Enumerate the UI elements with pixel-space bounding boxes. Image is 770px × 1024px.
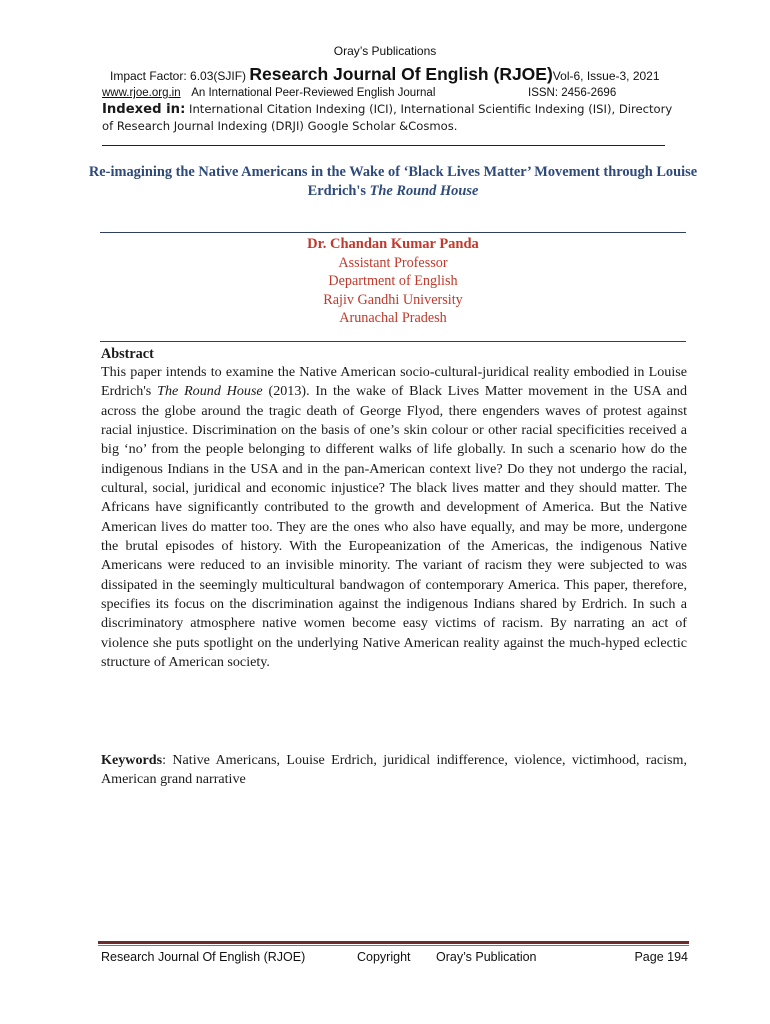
footer-copyright: Copyright <box>357 950 411 964</box>
journal-title: Research Journal Of English (RJOE) <box>249 64 553 84</box>
author-block <box>100 235 686 328</box>
title-book-name: The Round House <box>369 183 479 199</box>
journal-masthead <box>110 64 660 85</box>
indexing-info <box>102 101 682 135</box>
abstract-text-start: This paper intends to examine the Native American socio-cultural-juridical reality embodied in Louise Erdrich's <box>101 364 687 400</box>
footer-divider-thin <box>98 945 689 946</box>
keywords-label: Keywords <box>101 752 163 768</box>
author-location: Arunachal Pradesh <box>339 310 447 327</box>
website-link[interactable]: www.rjoe.org.in <box>102 87 181 99</box>
journal-info-line <box>102 87 662 99</box>
author-position: Assistant Professor <box>338 255 448 271</box>
author-university: Rajiv Gandhi University <box>323 291 463 308</box>
footer-journal: Research Journal Of English (RJOE) <box>101 950 306 964</box>
publisher-name: Oray’s Publications <box>333 44 437 58</box>
page-number: Page 194 <box>634 950 688 964</box>
keywords-text: : Native Americans, Louise Erdrich, juridical indifference, violence, victimhood, racism, American grand narrative <box>101 752 687 788</box>
indexed-label: Indexed in: <box>102 102 186 117</box>
author-name: Dr. Chandan Kumar Panda <box>307 236 479 252</box>
author-top-divider <box>100 232 686 233</box>
author-bottom-divider <box>100 341 686 342</box>
author-department: Department of English <box>328 273 458 290</box>
footer-divider-thick <box>98 941 689 944</box>
footer-publisher: Oray’s Publication <box>436 950 537 964</box>
header-divider <box>102 145 665 146</box>
journal-description: An International Peer-Reviewed English Journal <box>191 87 436 99</box>
abstract-text-rest: (2013). In the wake of Black Lives Matter movement in the USA and across the globe around the tragic death of George Flyod, there engenders waves of protest against racial injustice. Discrimination on the basis of one’s skin colour or other racial specificities received a big ‘no’ from the people belonging to different walks of life globally. In such a scenario how do the indigenous Indians in the USA and in the pan-American context live? Do they not undergo the racial, cultural, social, juridical and economic injustice? The black lives matter and they should matter. The Africans have significantly contributed to the growth and development of America. But the Native American lives do matter too. They are the ones who also have equally, and may be more, undergone the brutal episodes of history. With the Europeanization of the Americas, the indigenous Native Americans were reduced to an invisible minority. The variant of racism they were subjected to was dissipated in the seemingly multicultural bandwagon of contemporary America. This paper, therefore, specifies its focus on the discrimination against the indigenous Indians shared by Erdrich. In such a discriminatory atmosphere native women become easy victims of racism. By narrating an act of violence she puts spotlight on the underlying Native American reality against the much-hyped eclectic structure of American society. <box>101 383 687 671</box>
indexed-text: International Citation Indexing (ICI), International Scientific Indexing (ISI), Directory of Research Journal Indexing (DRJI) Google Scholar &Cosmos. <box>102 102 673 133</box>
abstract-heading: Abstract <box>101 346 154 362</box>
abstract-body <box>101 363 687 673</box>
page-footer <box>101 950 689 968</box>
impact-factor: Impact Factor: 6.03(SJIF) <box>110 69 247 83</box>
keywords <box>101 751 687 790</box>
article-title <box>80 163 706 201</box>
volume-issue: Vol-6, Issue-3, 2021 <box>552 69 660 83</box>
abstract-book-name: The Round House <box>157 383 263 400</box>
issn: ISSN: 2456-2696 <box>528 87 617 99</box>
title-text: Re-imagining the Native Americans in the Wake of ‘Black Lives Matter’ Movement through Louise Erdrich's <box>88 164 698 199</box>
